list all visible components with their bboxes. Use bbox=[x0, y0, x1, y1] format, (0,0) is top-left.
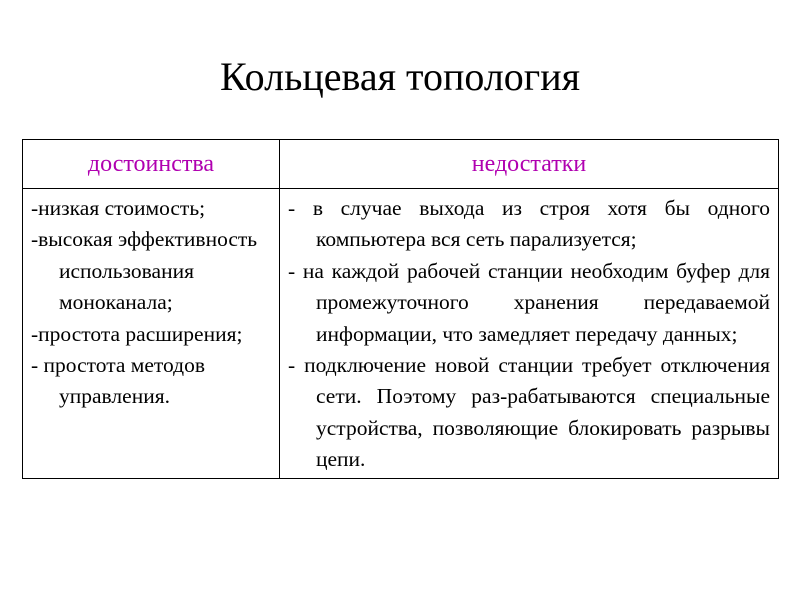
advantage-item: -низкая стоимость; bbox=[31, 196, 206, 220]
advantages-cell bbox=[23, 189, 280, 479]
disadvantage-item: - подключение новой станции требует отключения сети. Поэтому раз-рабатываются специальные устройства, позволяющие блокировать разрывы цепи. bbox=[288, 353, 770, 472]
disadvantage-item: - в случае выхода из строя хотя бы одного компьютера вся сеть парализуется; bbox=[288, 196, 770, 252]
disadvantages-cell bbox=[280, 189, 779, 479]
table-header-row bbox=[23, 140, 779, 189]
advantage-item: -простота расширения; bbox=[31, 321, 243, 346]
header-disadvantages: недостатки bbox=[280, 140, 779, 189]
header-advantages: достоинства bbox=[23, 140, 280, 189]
comparison-table bbox=[22, 139, 779, 479]
slide-title: Кольцевая топология bbox=[219, 54, 581, 99]
table-body-row bbox=[23, 189, 779, 479]
advantage-item: - простота методов управления. bbox=[31, 353, 206, 409]
disadvantage-item: - на каждой рабочей станции необходим буфер для промежуточного хранения передаваемой информации, что замедляет передачу данных; bbox=[288, 258, 770, 346]
advantage-item: -высокая эффективность использования моноканала; bbox=[31, 227, 258, 315]
